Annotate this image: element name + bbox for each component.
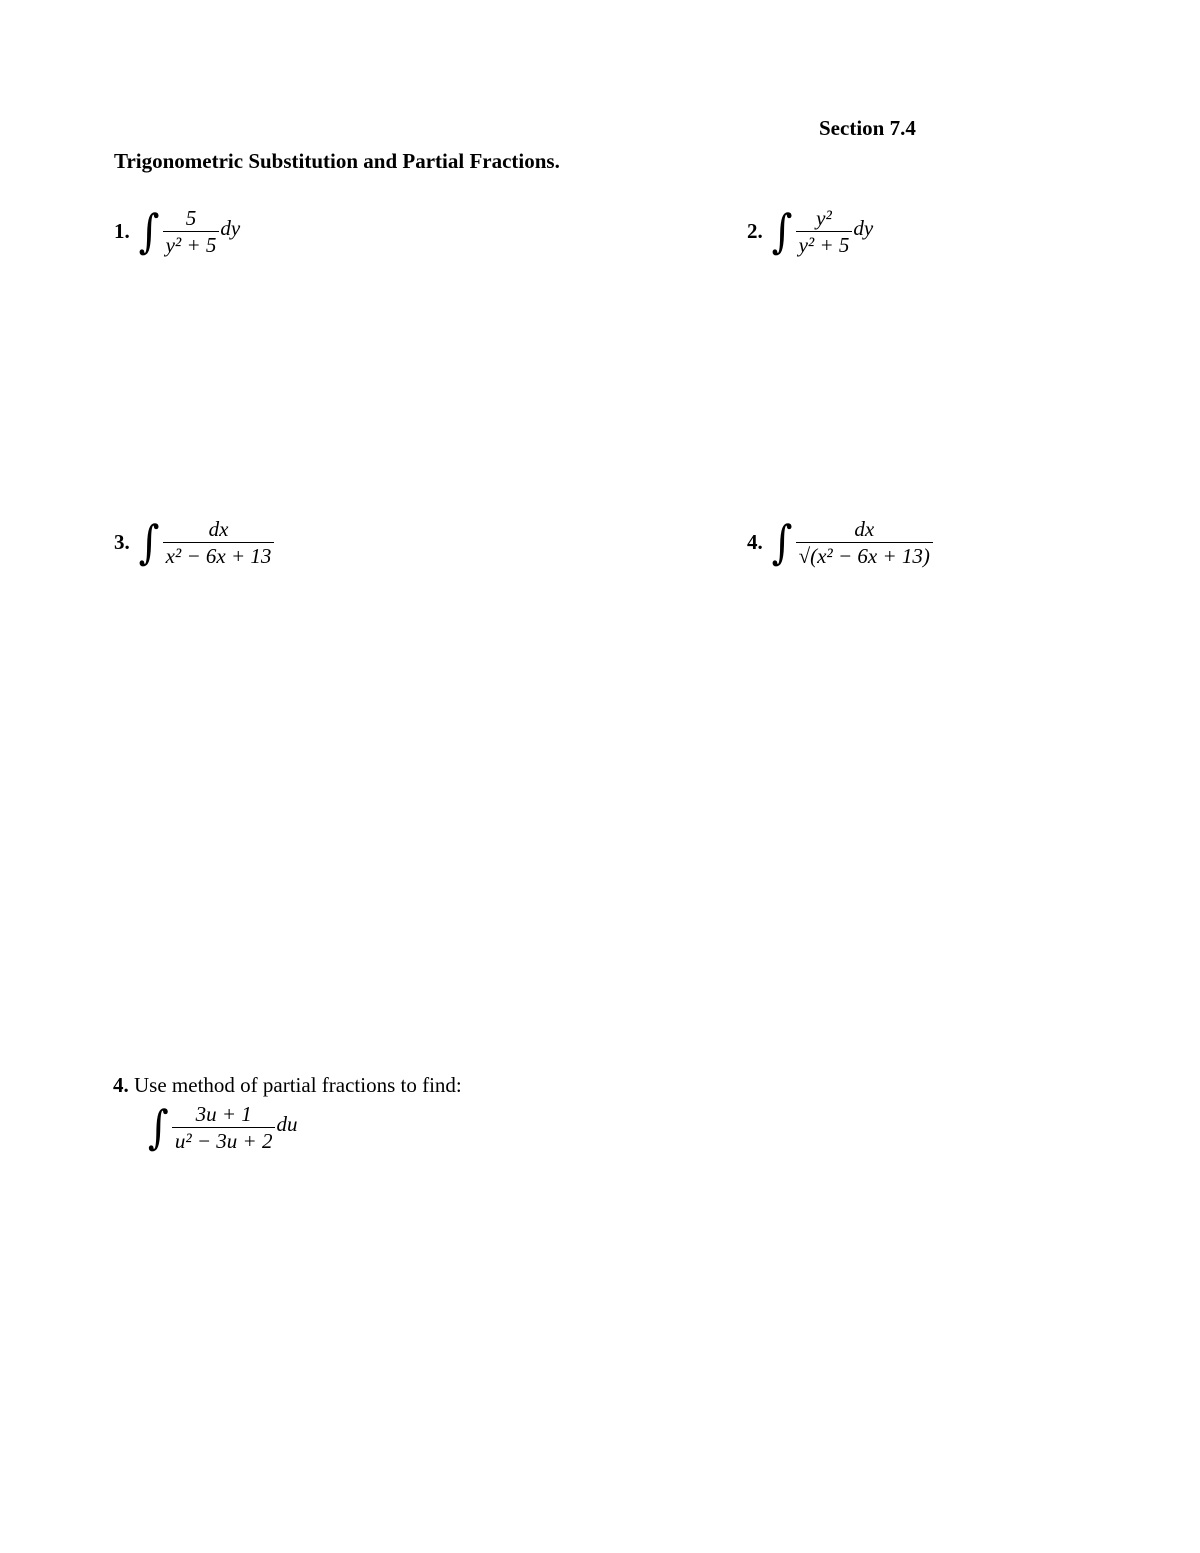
denominator: u² − 3u + 2 (174, 1129, 273, 1154)
problem-number: 4. (113, 1073, 129, 1097)
numerator: y² (816, 206, 832, 230)
problem-1 (114, 205, 240, 258)
fraction (796, 205, 853, 258)
denominator: x² − 6x + 13 (165, 544, 272, 569)
numerator: 5 (185, 206, 197, 230)
problem-2 (747, 205, 873, 258)
numerator: dx (854, 517, 875, 541)
denominator: y² + 5 (798, 233, 850, 258)
integral-sign: ∫ (771, 205, 793, 259)
problem-number: 4. (747, 530, 763, 555)
integral-sign: ∫ (771, 516, 793, 570)
fraction (163, 516, 275, 569)
problem-5 (148, 1101, 297, 1154)
problem-number: 3. (114, 530, 130, 555)
integral-sign: ∫ (148, 1101, 169, 1155)
fraction (796, 516, 933, 569)
problem-3 (114, 516, 274, 569)
numerator: 3u + 1 (195, 1102, 252, 1126)
integral-sign: ∫ (138, 205, 160, 259)
integral-sign: ∫ (138, 516, 160, 570)
partial-fractions-prompt (113, 1073, 462, 1098)
problem-number: 1. (114, 219, 130, 244)
fraction (172, 1101, 276, 1154)
problem-number: 2. (747, 219, 763, 244)
instruction-text: Use method of partial fractions to find: (134, 1073, 462, 1097)
differential: du (276, 1112, 298, 1137)
section-heading: Section 7.4 (819, 116, 916, 140)
denominator: √(x² − 6x + 13) (798, 544, 930, 569)
fraction (163, 205, 220, 258)
numerator: dx (208, 517, 229, 541)
denominator: y² + 5 (165, 233, 217, 258)
differential: dy (220, 216, 241, 241)
differential: dy (853, 216, 874, 241)
problem-4 (747, 516, 933, 569)
page-title: Trigonometric Substitution and Partial Fractions. (114, 149, 560, 173)
